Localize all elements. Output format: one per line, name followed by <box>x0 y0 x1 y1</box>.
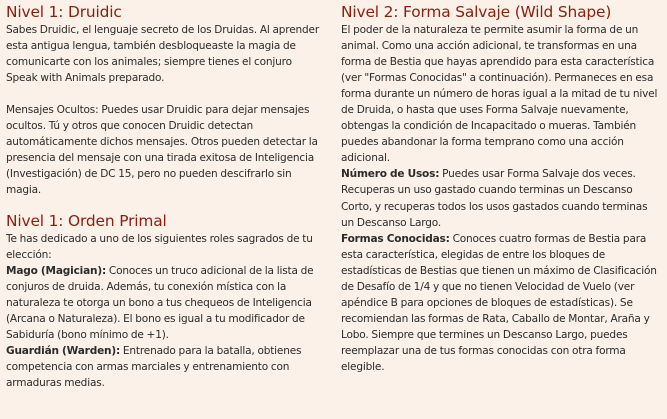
wild-shape-paragraph: El poder de la naturaleza te permite asumir la forma de un animal. Como una acción adicional, te transformas en una forma de Bestia que hayas aprendido para esta característica (ver "Formas Conocidas" a continuación). Permaneces en esa forma durante un número de horas igual a la mitad de tu nivel de Druida, o hasta que uses Forma Salvaje nuevamente, obtengas la condición de Incapacitado o mueras. También puedes abandonar la forma temprano como una acción adicional. <box>341 24 658 165</box>
wild-shape-heading: Nivel 2: Forma Salvaje (Wild Shape) <box>341 3 612 21</box>
druidic-paragraph: Sabes Druidic, el lenguaje secreto de los Druidas. Al aprender esta antigua lengua, también desbloqueaste la magia de comunicarte con los animales; siempre tienes el conjuro Speak with Animals preparado. <box>6 24 319 85</box>
paragraph-spacer <box>6 86 324 102</box>
magician-paragraph <box>6 263 324 343</box>
warden-text: Entrenado para la batalla, obtienes competencia con armas marciales y entrenamiento con armaduras medias. <box>6 345 302 390</box>
known-forms-text: Conoces cuatro formas de Bestia para esta característica, elegidas de entre los bloques de estadísticas de Bestias que tienen un máximo de Clasificación de Desafío de 1/4 y que no tienen Velocidad de Vuelo (ver apéndice B para opciones de bloques de estadísticas). Se recomiendan las formas de Rata, Caballo de Montar, Araña y Lobo. Siempre que termines un Descanso Largo, puedes reemplazar una de tus formas conocidas con otra forma elegible. <box>341 232 657 373</box>
magician-text: Conoces un truco adicional de la lista de conjuros de druida. Además, tu conexión mística con la naturaleza te otorga un bono a tus chequeos de Inteligencia (Arcana o Naturaleza). El bono es igual a tu modificador de Sabiduría (bono mínimo de +1). <box>6 265 314 342</box>
uses-text: Puedes usar Forma Salvaje dos veces. Recuperas un uso gastado cuando terminas un Descanso Corto, y recuperas todos los usos gastados cuando terminas un Descanso Largo. <box>341 168 648 229</box>
left-column <box>6 3 324 391</box>
known-forms-label: Formas Conocidas: <box>341 232 450 245</box>
right-column <box>341 3 663 375</box>
druidic-heading: Nivel 1: Druidic <box>6 3 122 21</box>
hidden-messages-paragraph: Mensajes Ocultos: Puedes usar Druidic para dejar mensajes ocultos. Tú y otros que conocen Druidic detectan automáticamente dichos mensajes. Otros pueden detectar la presencia del mensaje con una tirada exitosa de Inteligencia (Investigación) de DC 15, pero no pueden descifrarlo sin magia. <box>6 103 318 196</box>
primal-order-heading: Nivel 1: Orden Primal <box>6 211 167 230</box>
primal-order-intro: Te has dedicado a uno de los siguientes roles sagrados de tu elección: <box>6 232 313 262</box>
uses-label: Número de Usos: <box>341 168 440 181</box>
magician-label: Mago (Magician): <box>6 265 107 278</box>
uses-paragraph <box>341 166 663 230</box>
warden-paragraph <box>6 343 324 391</box>
known-forms-paragraph <box>341 231 663 375</box>
section-spacer <box>6 198 324 212</box>
warden-label: Guardián (Warden): <box>6 345 121 358</box>
